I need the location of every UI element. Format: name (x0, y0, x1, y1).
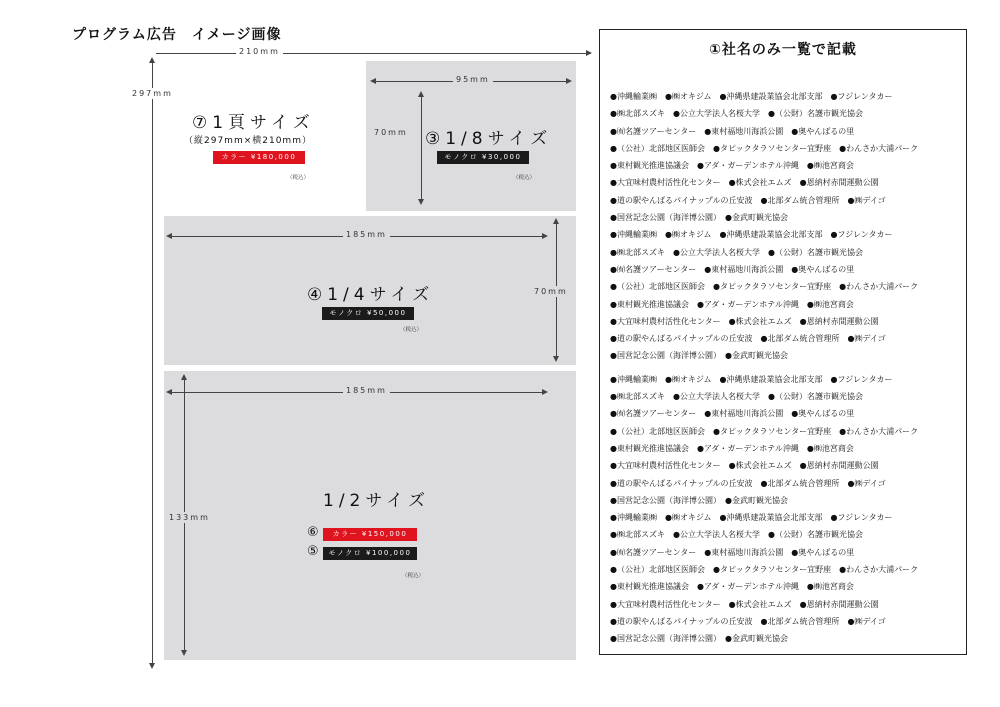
half-page-area (164, 371, 576, 660)
eighth-page-size-label: ③1/8サイズ (425, 124, 552, 149)
company-list-line: ●㈲名護ツアーセンター ●東村福地川海浜公園 ●奥やんばるの里 (610, 409, 855, 419)
company-list-line: ●㈲名護ツアーセンター ●東村福地川海浜公園 ●奥やんばるの里 (610, 264, 855, 274)
company-list-line: ●（公社）北部地区医師会 ●タピックタラソセンター宜野座 ●わんさか大浦パーク (610, 426, 919, 436)
height-70b-arrow-head-top (553, 218, 559, 224)
width-185b-arrow-head-left (166, 389, 172, 395)
company-list-line: ●沖縄輸業㈱ ●㈱オキジム ●沖縄県建設業協会北部支部 ●フジレンタカー (610, 230, 893, 240)
width-210-arrow-head (586, 50, 592, 56)
company-list-line: ●国営記念公園（海洋博公園） ●金武町観光協会 (610, 495, 788, 505)
company-list-line: ●㈲名護ツアーセンター ●東村福地川海浜公園 ●奥やんばるの里 (610, 126, 855, 136)
full-page-size-note: （縦297mm×横210mm） (184, 136, 312, 146)
company-list-line: ●（公社）北部地区医師会 ●タピックタラソセンター宜野座 ●わんさか大浦パーク (610, 143, 919, 153)
company-list-line: ●大宜味村農村活性化センター ●株式会社エムズ ●恩納村赤間運動公園 (610, 316, 879, 326)
company-list-box (599, 29, 967, 655)
quarter-page-size-label: ④1/4サイズ (307, 285, 435, 305)
full-page-size-label: ⑦1頁サイズ (192, 113, 315, 133)
company-list-line: ●大宜味村農村活性化センター ●株式会社エムズ ●恩納村赤間運動公園 (610, 178, 879, 188)
company-list-line: ●国営記念公園（海洋博公園） ●金武町観光協会 (610, 213, 788, 223)
company-list-line: ●沖縄輸業㈱ ●㈱オキジム ●沖縄県建設業協会北部支部 ●フジレンタカー (610, 92, 893, 101)
width-185a-arrow-head-right (542, 233, 548, 239)
half-page-tax-note: （税込） (402, 573, 425, 579)
quarter-page-price-badge: モノクロ ¥50,000 (322, 307, 414, 320)
company-list-line: ●㈱北部スズキ ●公立大学法人名桜大学 ●（公財）名護市観光協会 (610, 109, 863, 119)
half-page-mono-marker: ⑤ (307, 544, 319, 559)
width-210-label: 210mm (236, 47, 283, 56)
company-list-line: ●東村観光推進協議会 ●アダ・ガーデンホテル沖縄 ●㈱池宮商会 (610, 582, 854, 592)
company-list-line: ●（公社）北部地区医師会 ●タピックタラソセンター宜野座 ●わんさか大浦パーク (610, 565, 919, 575)
company-list-line: ●沖縄輸業㈱ ●㈱オキジム ●沖縄県建設業協会北部支部 ●フジレンタカー (610, 374, 893, 384)
width-185a-arrow-head-left (166, 233, 172, 239)
height-133-label: 133mm (169, 513, 210, 522)
width-210-arrow-line (156, 53, 586, 54)
company-list-line: ●道の駅やんばるパイナップルの丘安波 ●北部ダム統合管理所 ●㈱デイゴ (610, 334, 886, 344)
company-list (610, 88, 918, 648)
company-list-line: ●㈱北部スズキ ●公立大学法人名桜大学 ●（公財）名護市観光協会 (610, 530, 863, 540)
width-95-arrow-head-right (566, 78, 572, 84)
half-page-size-label: 1/2サイズ (323, 491, 430, 511)
height-297-arrow-line (152, 62, 153, 664)
half-page-color-price-badge: カラー ¥150,000 (323, 528, 417, 541)
quarter-page-tax-note: （税込） (400, 327, 423, 333)
page-title: プログラム広告 イメージ画像 (72, 27, 282, 43)
height-133-arrow-head-top (181, 374, 187, 380)
company-list-line: ●道の駅やんばるパイナップルの丘安波 ●北部ダム統合管理所 ●㈱デイゴ (610, 195, 886, 205)
height-70b-arrow-head-bottom (553, 356, 559, 362)
height-297-arrow-head-bottom (149, 663, 155, 669)
company-list-line: ●東村観光推進協議会 ●アダ・ガーデンホテル沖縄 ●㈱池宮商会 (610, 299, 854, 309)
half-page-mono-price-badge: モノクロ ¥100,000 (323, 547, 417, 560)
full-page-tax-note: （税込） (287, 175, 310, 181)
company-list-line: ●国営記念公園（海洋博公園） ●金武町観光協会 (610, 634, 788, 644)
height-297-label: 297mm (132, 89, 173, 98)
company-list-line: ●道の駅やんばるパイナップルの丘安波 ●北部ダム統合管理所 ●㈱デイゴ (610, 478, 886, 488)
eighth-page-price-badge: モノクロ ¥30,000 (437, 151, 529, 164)
eighth-page-tax-note: （税込） (513, 175, 536, 181)
company-list-line: ●沖縄輸業㈱ ●㈱オキジム ●沖縄県建設業協会北部支部 ●フジレンタカー (610, 513, 893, 523)
company-list-line: ●（公社）北部地区医師会 ●タピックタラソセンター宜野座 ●わんさか大浦パーク (610, 282, 919, 292)
half-page-color-marker: ⑥ (307, 525, 319, 540)
height-70a-arrow-head-top (418, 91, 424, 97)
width-185b-arrow-head-right (542, 389, 548, 395)
width-185b-label: 185mm (343, 386, 390, 395)
company-list-line: ●㈱北部スズキ ●公立大学法人名桜大学 ●（公財）名護市観光協会 (610, 247, 863, 257)
company-list-line: ●東村観光推進協議会 ●アダ・ガーデンホテル沖縄 ●㈱池宮商会 (610, 161, 854, 171)
company-list-title: ①社名のみ一覧で記載 (709, 42, 857, 58)
height-133-arrow-head-bottom (181, 650, 187, 656)
company-list-line: ●国営記念公園（海洋博公園） ●金武町観光協会 (610, 351, 788, 361)
company-list-line: ●道の駅やんばるパイナップルの丘安波 ●北部ダム統合管理所 ●㈱デイゴ (610, 616, 886, 626)
company-list-line: ●㈲名護ツアーセンター ●東村福地川海浜公園 ●奥やんばるの里 (610, 547, 855, 557)
width-95-label: 95mm (453, 75, 493, 84)
height-70b-label: 70mm (534, 287, 568, 296)
company-list-line: ●大宜味村農村活性化センター ●株式会社エムズ ●恩納村赤間運動公園 (610, 599, 879, 609)
company-list-line: ●㈱北部スズキ ●公立大学法人名桜大学 ●（公財）名護市観光協会 (610, 392, 863, 402)
width-95-arrow-head-left (370, 78, 376, 84)
company-list-line: ●大宜味村農村活性化センター ●株式会社エムズ ●恩納村赤間運動公園 (610, 461, 879, 471)
width-185a-label: 185mm (343, 230, 390, 239)
full-page-price-badge: カラー ¥180,000 (213, 151, 305, 164)
height-70a-arrow-line (421, 97, 422, 199)
height-70a-label: 70mm (374, 128, 408, 137)
company-list-line: ●東村観光推進協議会 ●アダ・ガーデンホテル沖縄 ●㈱池宮商会 (610, 443, 854, 453)
height-70a-arrow-head-bottom (418, 199, 424, 205)
